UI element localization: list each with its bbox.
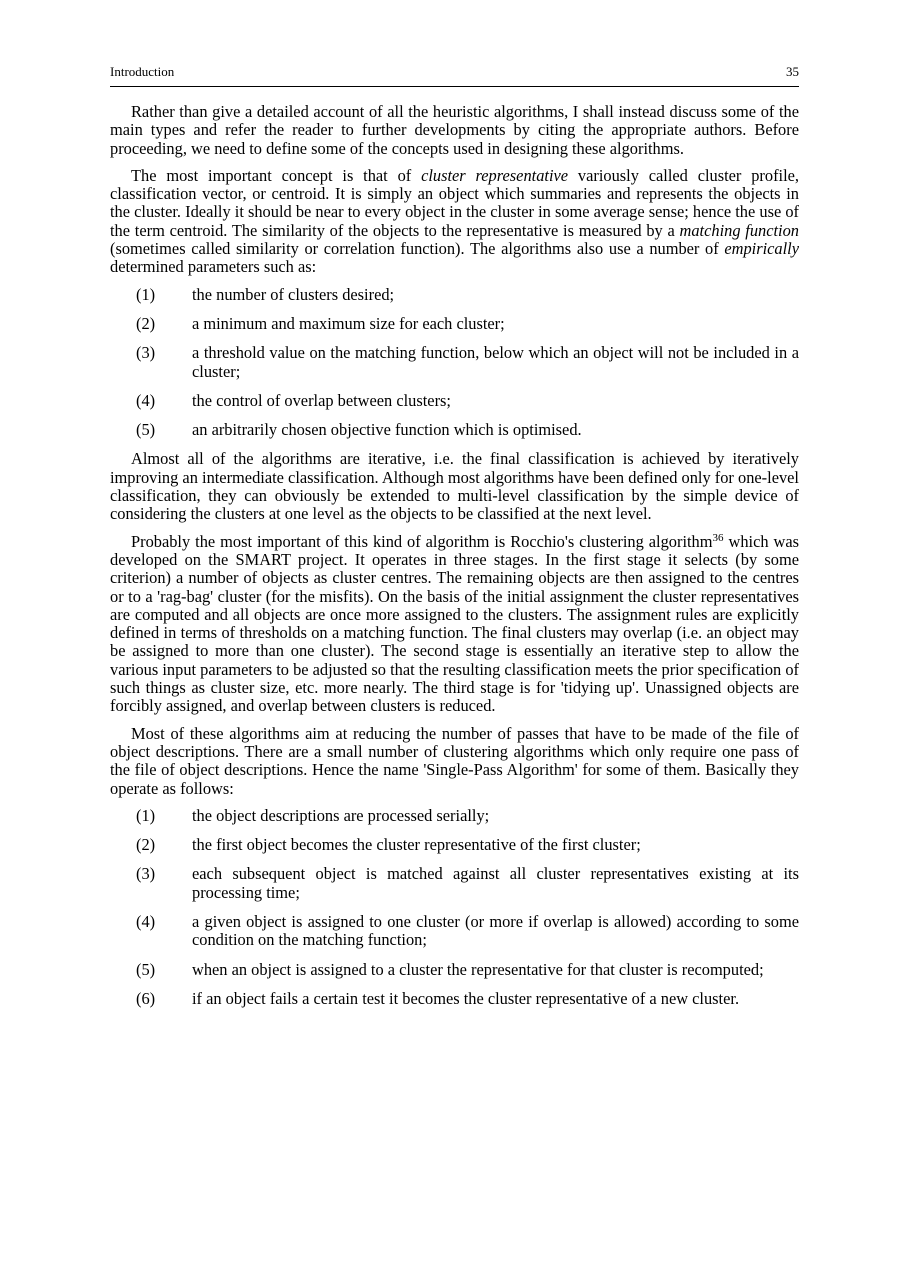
list-item	[110, 286, 799, 304]
list-item	[110, 961, 799, 979]
paragraph-rocchio-algorithm	[110, 533, 799, 716]
text-run: The most important concept is that of	[131, 165, 422, 185]
reference-superscript: 36	[712, 531, 724, 544]
list-item-number: (1)	[136, 284, 156, 304]
list-item-number: (6)	[136, 988, 156, 1008]
text-run: which was developed on the SMART project. It operates in three stages. In the first stage it selects (by some criterion) a number of objects as cluster centres. The remaining objects are then assigned to the centres or to a 'rag-bag' cluster (for the misfits). On the basis of the initial assignment the cluster representatives are computed and all objects are once more assigned to the clusters. The assignment rules are explicitly defined in terms of thresholds on a matching function. The final clusters may overlap (i.e. an object may be assigned to more than one cluster). The second stage is essentially an iterative step to allow the various input parameters to be adjusted so that the resulting classification meets the prior specification of such things as cluster size, etc. more nearly. The third stage is for 'tidying up'. Unassigned objects are forcibly assigned, and overlap between clusters is reduced.	[110, 531, 799, 716]
list-item	[110, 913, 799, 950]
parameters-list	[110, 286, 799, 440]
list-item	[110, 807, 799, 825]
list-item	[110, 344, 799, 381]
paragraph-single-pass: Most of these algorithms aim at reducing the number of passes that have to be made of the file of object descriptions. There are a small number of clustering algorithms which only require one pass of the file of object descriptions. Hence the name 'Single-Pass Algorithm' for some of them. Basically they operate as follows:	[110, 723, 799, 798]
section-title: Introduction	[110, 64, 175, 79]
list-item-text: the control of overlap between clusters;	[192, 390, 451, 410]
list-item-number: (3)	[136, 864, 156, 884]
term-empirically: empirically	[724, 239, 799, 259]
single-pass-steps-list	[110, 807, 799, 1008]
list-item-text: the number of clusters desired;	[192, 284, 395, 304]
list-item-number: (4)	[136, 911, 156, 931]
document-page	[110, 64, 799, 1019]
paragraph-cluster-representative	[110, 167, 799, 277]
list-item-text: a given object is assigned to one cluster (or more if overlap is allowed) according to some condition on the matching function;	[192, 911, 799, 950]
list-item-number: (4)	[136, 390, 156, 410]
list-item-number: (5)	[136, 959, 156, 979]
list-item-number: (2)	[136, 313, 156, 333]
text-run: determined parameters such as:	[110, 257, 317, 277]
list-item-number: (1)	[136, 805, 156, 825]
list-item-text: each subsequent object is matched against all cluster representatives existing at its processing time;	[192, 864, 799, 902]
list-item	[110, 392, 799, 410]
list-item-number: (5)	[136, 420, 156, 440]
list-item-text: when an object is assigned to a cluster the representative for that cluster is recomputed;	[192, 959, 764, 979]
list-item	[110, 865, 799, 902]
paragraph-iterative-algorithms: Almost all of the algorithms are iterative, i.e. the final classification is achieved by iteratively improving an intermediate classification. Although most algorithms have been defined only for one-level classification, they can obviously be extended to multi-level classification by the simple device of considering the clusters at one level as the objects to be classified at the next level.	[110, 449, 799, 524]
list-item-text: the object descriptions are processed serially;	[192, 805, 490, 825]
list-item-number: (3)	[136, 343, 156, 363]
body-text	[110, 103, 799, 1008]
list-item	[110, 836, 799, 854]
running-header	[110, 64, 799, 87]
list-item-text: an arbitrarily chosen objective function which is optimised.	[192, 420, 582, 440]
page-number: 35	[786, 64, 799, 79]
list-item	[110, 315, 799, 333]
list-item-text: a threshold value on the matching function, below which an object will not be included in a cluster;	[192, 343, 799, 381]
text-run: Probably the most important of this kind of algorithm is Rocchio's clustering algorithm	[131, 531, 713, 551]
list-item	[110, 990, 799, 1008]
list-item-text: a minimum and maximum size for each cluster;	[192, 313, 505, 333]
list-item-text: if an object fails a certain test it becomes the cluster representative of a new cluster.	[192, 988, 740, 1008]
term-matching-function: matching function	[679, 220, 799, 240]
list-item	[110, 421, 799, 439]
text-run: variously called cluster profile, classification vector, or centroid. It is simply an object which summaries and represents the objects in the cluster. Ideally it should be near to every object in the cluster in some average sense; hence the use of the term centroid. The similarity of the objects to the representative is measured by a	[110, 165, 800, 240]
text-run: (sometimes called similarity or correlation function). The algorithms also use a number of	[110, 239, 725, 259]
list-item-text: the first object becomes the cluster representative of the first cluster;	[192, 835, 641, 855]
paragraph-heuristic-intro: Rather than give a detailed account of all the heuristic algorithms, I shall instead discuss some of the main types and refer the reader to further developments by citing the appropriate authors. Before proceeding, we need to define some of the concepts used in designing these algorithms.	[110, 102, 799, 158]
list-item-number: (2)	[136, 835, 156, 855]
term-cluster-representative: cluster representative	[421, 165, 569, 185]
